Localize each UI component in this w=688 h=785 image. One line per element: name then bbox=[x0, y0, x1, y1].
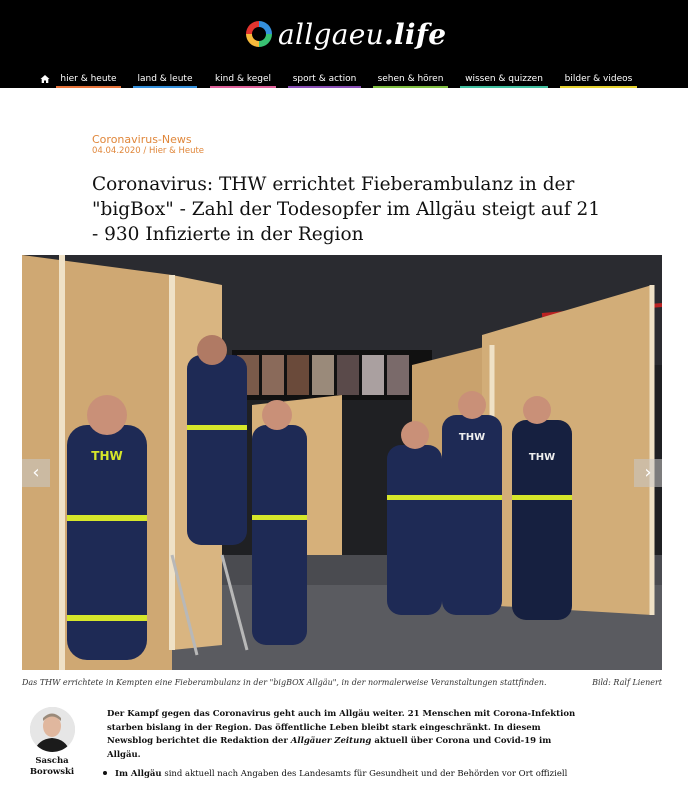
bullet-dot-icon bbox=[103, 771, 107, 775]
vest-label: THW bbox=[528, 452, 556, 463]
article-date: 04.04.2020 bbox=[92, 146, 141, 156]
vest-label: THW bbox=[458, 432, 486, 443]
author-avatar[interactable] bbox=[30, 707, 75, 752]
logo-mark-icon bbox=[246, 21, 272, 47]
nav-item-land-leute[interactable]: land & leute bbox=[133, 73, 197, 88]
site-logo[interactable] bbox=[246, 16, 446, 52]
article-intro: Der Kampf gegen das Coronavirus geht auch im Allgäu weiter. 21 Menschen mit Corona-Infektion starben bislang in der Region. Das öffentliche Leben bleibt stark eingeschränkt. In diesem Newsblog berichtet die Redaktion der Allgäuer Zeitung aktuell über Corona und Covid-19 im Allgäu. bbox=[107, 709, 576, 760]
nav-item-bilder-videos[interactable]: bilder & videos bbox=[560, 73, 637, 88]
next-slide-button[interactable]: › bbox=[634, 459, 662, 487]
photo-credit: Bild: Ralf Lienert bbox=[592, 678, 662, 687]
article-category[interactable]: Coronavirus-News bbox=[92, 133, 192, 146]
article-bullet: Im Allgäu sind aktuell nach Angaben des Landesamts für Gesundheit und der Behörden vor Ort offiziell bbox=[103, 768, 583, 782]
photo-caption: Das THW errichtete in Kempten eine Fieberambulanz in der "bigBOX Allgäu", in der normalerweise Veranstaltungen stattfinden. bbox=[22, 678, 547, 687]
article-photo bbox=[22, 255, 662, 670]
home-icon[interactable] bbox=[40, 74, 50, 84]
prev-slide-button[interactable]: ‹ bbox=[22, 459, 50, 487]
vest-label: THW bbox=[91, 449, 123, 463]
article-section-link[interactable]: Hier & Heute bbox=[148, 146, 205, 156]
nav-item-kind-kegel[interactable]: kind & kegel bbox=[210, 73, 276, 88]
logo-text: allgaeu.life bbox=[278, 17, 447, 51]
article-title: Coronavirus: THW errichtet Fieberambulanz in der "bigBox" - Zahl der Todesopfer im Allgäu steigt auf 21 - 930 Infizierte in der Region bbox=[92, 174, 601, 245]
author-name[interactable]: Sascha Borowski bbox=[29, 756, 75, 777]
nav-item-wissen-quizzen[interactable]: wissen & quizzen bbox=[460, 73, 548, 88]
nav-item-sehen-hoeren[interactable]: sehen & hören bbox=[373, 73, 448, 88]
main-nav bbox=[0, 72, 688, 88]
nav-item-sport-action[interactable]: sport & action bbox=[288, 73, 361, 88]
nav-item-hier-heute[interactable]: hier & heute bbox=[56, 73, 121, 88]
site-header bbox=[0, 0, 688, 88]
article-dateline: 04.04.2020 / Hier & Heute bbox=[92, 146, 205, 156]
